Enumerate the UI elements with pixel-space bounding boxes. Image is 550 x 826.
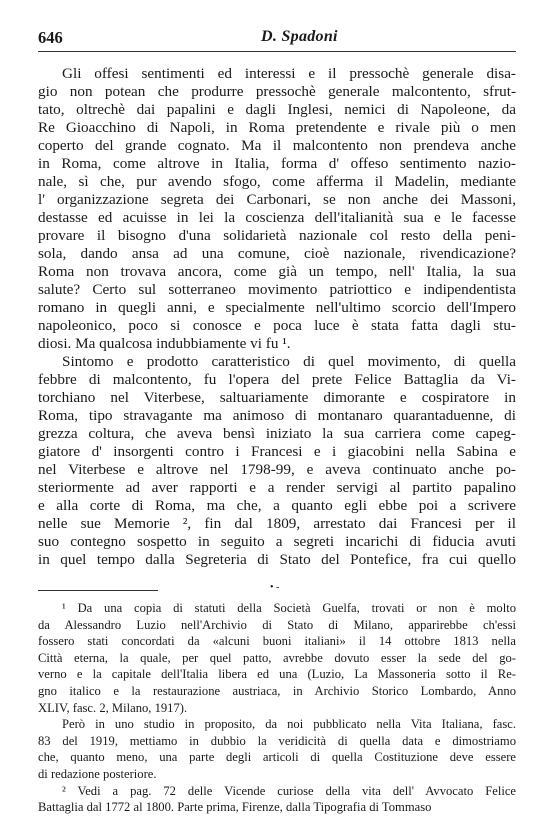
text-line: Roma, tipo stravagante ma animoso di montanaro quarantaduenne, di [38, 407, 516, 424]
text-line: salute? Certo sul sotterraneo movimento patriottico e indipendentista [38, 281, 516, 298]
text-line: coperto del grande cognato. Ma il malcontento non prendeva anche [38, 137, 516, 154]
text-line: nale, sì che, pur avendo sfogo, come afferma il Madelin, mediante [38, 173, 516, 190]
text-line: sola, dando ansa ad una comune, cioè nazionale, rivendicazione? [38, 245, 516, 262]
footnote-line: che, quanto meno, una parte degli articoli di quella Costituzione deve essere [38, 750, 516, 765]
text-line: in Roma, come altrove in Italia, forma d' offeso sentimento nazio- [38, 155, 516, 172]
footnote-line: Città eterna, la quale, per quel patto, avrebbe dovuto esser la sede del go- [38, 650, 516, 665]
footnote-line: verno e la capitale dell'Italia libera ed una (Luzio, La Massoneria sotto il Re- [38, 667, 516, 682]
footnote-line: ¹ Da una copia di statuti della Società Guelfa, trovati or non è molto [62, 601, 516, 615]
text-line: Sintomo e prodotto caratteristico di quel movimento, di quella [62, 353, 516, 370]
text-line: gio non potean che produrre pressochè generale malcontento, sfrut- [38, 83, 516, 100]
text-line: giatore d' insorgenti contro i Francesi e i giacobini nella Sabina e [38, 443, 516, 460]
text-line: destasse ed acuisse in lei la coscienza dell'italianità sua e le facesse [38, 209, 516, 226]
text-line: in quel tempo dalla Segreteria di Stato del Pontefice, fra cui quello [38, 551, 516, 568]
page-number: 646 [38, 28, 63, 47]
text-line: grezza coltura, che aveva bensì iniziato la sua carriera come capeg- [38, 425, 516, 442]
text-line: l' organizzazione segreta dei Carbonari, se non anche dei Massoni, [38, 191, 516, 208]
text-line: tato, oltrechè dai papalini e dagli Inglesi, nemici di Napoleone, da [38, 101, 516, 118]
text-line: diosi. Ma qualcosa indubbiamente vi fu ¹. [38, 335, 291, 352]
text-line: nelle sue Memorie ², fin dal 1809, arrestato dai Francesi per il [38, 515, 516, 532]
text-line: nel Viterbese e altrove nel 1798-99, e aveva continuato anche po- [38, 461, 516, 478]
footnote-line: ² Vedi a pag. 72 delle Vicende curiose della vita dell' Avvocato Felice [62, 783, 516, 798]
body-text [38, 65, 516, 569]
text-line: torchiano nel Viterbese, saltuariamente dimorante e cospiratore in [38, 389, 516, 406]
text-line: febbre di malcontento, fu l'opera del prete Felice Battaglia da Vi- [38, 371, 516, 388]
text-line: suo contegno sospetto in seguito a segreti incarichi di fiducia avuti [38, 533, 516, 550]
footnote-line: gno italico e la restaurazione austriaca, in Archivio Storico Lombardo, Anno [38, 683, 516, 698]
text-line: Roma non trovava ancora, come già un tempo, nell' Italia, la sua [38, 263, 516, 280]
footnote-line: da Alessandro Luzio nell'Archivio di Stato di Milano, apparirebbe ch'essi [38, 617, 516, 632]
text-line: napoleonico, poco si conosce e poca luce è stata fatta dagli stu- [38, 317, 516, 334]
footnote-line: Battaglia dal 1772 al 1800. Parte prima, Firenze, dalla Tipografia di Tommaso [38, 800, 432, 815]
text-line: romano in quegli anni, e specialmente nell'ultimo scorcio dell'Impero [38, 299, 516, 316]
text-line: Re Gioacchino di Napoli, in Roma pretendente e rivale più o men [38, 119, 516, 136]
footnote-line: XLIV, fasc. 2, Milano, 1917). [38, 700, 188, 715]
footnote-line: fossero stati concordati da «alcuni buoni italiani» il 14 ottobre 1813 nella [38, 634, 516, 649]
text-line: e alla corte di Roma, ma che, a quanto egli ebbe poi a scrivere [38, 497, 516, 514]
text-line: steriormente ad aver rapporti e a render servigi al partito papalino [38, 479, 516, 496]
footnotes [38, 600, 516, 816]
header-rule [38, 51, 516, 52]
footnote-line: di redazione posteriore. [38, 766, 157, 781]
footnote-line: Però in uno studio in proposito, da noi pubblicato nella Vita Italiana, fasc. [62, 717, 516, 732]
text-line: provare il bisogno d'una solidarietà nazionale col resto della peni- [38, 227, 516, 244]
footnote-mark: • - [270, 582, 280, 593]
footnote-line: 83 del 1919, mettiamo in dubbio la veridicità di quella data e dimostriamo [38, 733, 516, 748]
footnote-separator [38, 590, 158, 591]
running-head: D. Spadoni [261, 28, 338, 45]
text-line: Gli offesi sentimenti ed interessi e il pressochè generale disa- [62, 65, 516, 82]
page-header [38, 24, 516, 52]
